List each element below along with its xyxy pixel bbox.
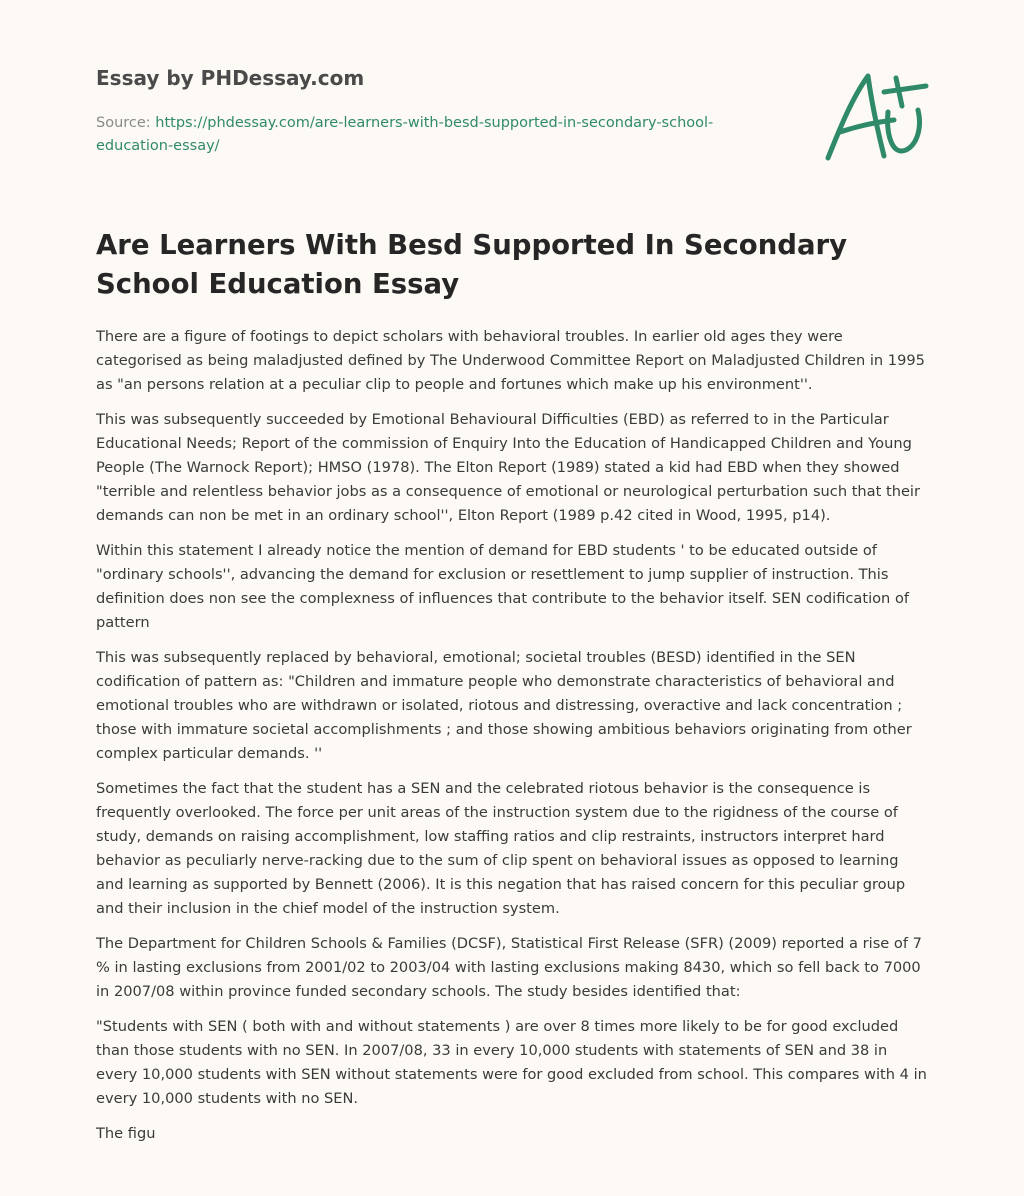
a-plus-grade-icon	[818, 66, 934, 170]
source-line	[96, 112, 776, 158]
paragraph: This was subsequently replaced by behavioral, emotional; societal troubles (BESD) identified in the SEN codification of pattern as: "Children and immature people who demonstrate characteristics of behavioral and emotional troubles who are withdrawn or isolated, riotous and distressing, overactive and lack concentration ; those with immature societal accomplishments ; and those showing ambitious behaviors originating from other complex particular demands. ''	[96, 649, 912, 762]
paragraph: This was subsequently succeeded by Emotional Behavioural Difficulties (EBD) as referred to in the Particular Educational Needs; Report of the commission of Enquiry Into the Education of Handicapped Children and Young People (The Warnock Report); HMSO (1978). The Elton Report (1989) stated a kid had EBD when they showed "terrible and relentless behavior jobs as a consequence of emotional or neurological perturbation such that their demands can non be met in an ordinary school'', Elton Report (1989 p.42 cited in Wood, 1995, p14).	[96, 411, 920, 524]
site-brand: Essay by PHDessay.com	[96, 66, 365, 90]
paragraph: Sometimes the fact that the student has a SEN and the celebrated riotous behavior is the consequence is frequently overlooked. The force per unit areas of the instruction system due to the rigidness of the course of study, demands on raising accomplishment, low staffing ratios and clip restraints, instructors interpret hard behavior as peculiarly nerve-racking due to the sum of clip spent on behavioral issues as opposed to learning and learning as supported by Bennett (2006). It is this negation that has raised concern for this peculiar group and their inclusion in the chief model of the instruction system.	[96, 780, 906, 917]
paragraph: Within this statement I already notice the mention of demand for EBD students ' to be educated outside of "ordinary schools'', advancing the demand for exclusion or resettlement to jump supplier of instruction. This definition does non see the complexness of influences that contribute to the behavior itself. SEN codification of pattern	[96, 542, 910, 631]
essay-title: Are Learners With Besd Supported In Secondary School Education Essay	[96, 229, 847, 300]
source-link[interactable]: https://phdessay.com/are-learners-with-besd-supported-in-secondary-school-education-essay/	[96, 115, 714, 154]
paragraph: "Students with SEN ( both with and without statements ) are over 8 times more likely to be for good excluded than those students with no SEN. In 2007/08, 33 in every 10,000 students with statements of SEN and 38 in every 10,000 students with SEN without statements were for good excluded from school. This compares with 4 in every 10,000 students with no SEN.	[96, 1018, 927, 1107]
paragraph: The Department for Children Schools & Families (DCSF), Statistical First Release (SFR) (2009) reported a rise of 7 % in lasting exclusions from 2001/02 to 2003/04 with lasting exclusions making 8430, which so fell back to 7000 in 2007/08 within province funded secondary schools. The study besides identified that:	[96, 935, 922, 1000]
source-label: Source:	[96, 115, 156, 131]
paragraph: There are a figure of footings to depict scholars with behavioral troubles. In earlier old ages they were categorised as being maladjusted defined by The Underwood Committee Report on Maladjusted Children in 1995 as "an persons relation at a peculiar clip to people and fortunes which make up his environment''.	[96, 328, 925, 393]
essay-body	[96, 325, 930, 1157]
paragraph: The figu	[96, 1125, 156, 1142]
